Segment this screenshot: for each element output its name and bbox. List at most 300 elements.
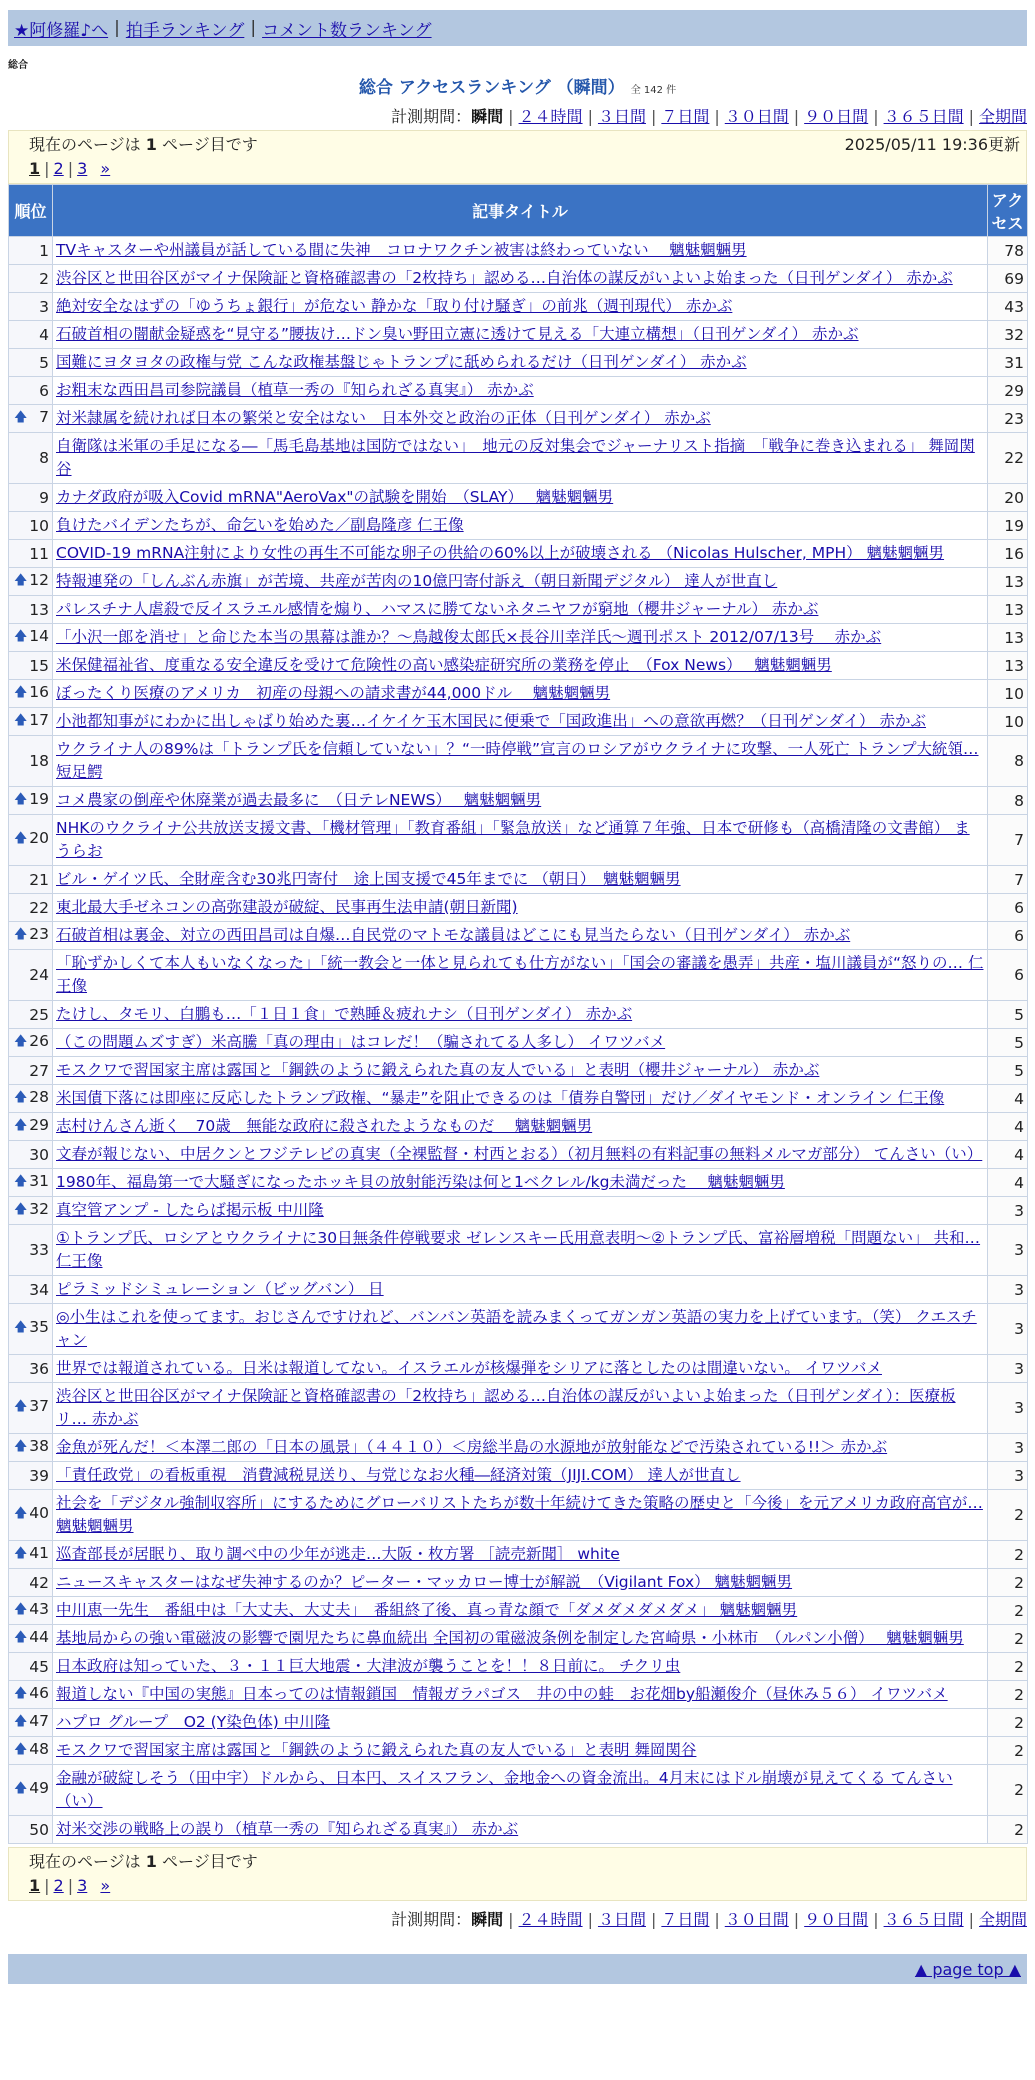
rank-cell: [9, 1681, 53, 1709]
period-separator: |: [508, 1910, 514, 1929]
period-current: 瞬間: [471, 1910, 504, 1929]
pager-link[interactable]: 3: [77, 159, 88, 178]
access-count: 7: [988, 815, 1028, 866]
title-cell: [53, 1001, 988, 1029]
table-row: [9, 1113, 1028, 1141]
rank-number: 18: [29, 752, 49, 770]
period-link[interactable]: ２４時間: [518, 107, 583, 126]
nav-link-clap-ranking[interactable]: 拍手ランキング: [125, 20, 245, 41]
rank-number: 39: [29, 1466, 49, 1485]
up-arrow-icon: 🡅: [14, 1506, 28, 1521]
col-header-rank: 順位: [9, 185, 53, 237]
table-row: [9, 894, 1028, 922]
rank-cell: [9, 265, 53, 293]
rank-number: 10: [29, 516, 49, 535]
pager-current: 1: [29, 1876, 41, 1895]
rank-number: 15: [29, 656, 49, 675]
title-cell: [53, 237, 988, 265]
rank-cell: [9, 1541, 53, 1569]
rank-cell: [9, 787, 53, 815]
title-cell: [53, 950, 988, 1001]
table-row: [9, 652, 1028, 680]
period-selector-bottom: [8, 1907, 1027, 1930]
table-row: [9, 237, 1028, 265]
article-link[interactable]: お粗末な西田昌司参院議員（植草一秀の『知られざる真実』） 赤かぶ: [56, 381, 534, 399]
access-count: 23: [988, 405, 1028, 433]
article-link[interactable]: ピラミッドシミュレーション（ビッグバン） 日: [56, 1280, 384, 1298]
title-cell: [53, 568, 988, 596]
table-row: [9, 1383, 1028, 1434]
title-cell: [53, 433, 988, 484]
access-count: 2: [988, 1569, 1028, 1597]
article-link[interactable]: 小池都知事がにわかに出しゃばり始めた裏…イケイケ玉木国民に便乗で「国政進出」への意欲再燃？（日刊ゲンダイ） 赤かぶ: [56, 712, 926, 730]
pager-separator: |: [67, 1876, 74, 1895]
table-row: [9, 1276, 1028, 1304]
table-row: [9, 922, 1028, 950]
total-count: 全 142 件: [630, 85, 677, 96]
up-arrow-icon: 🡅: [14, 1033, 28, 1049]
access-count: 19: [988, 512, 1028, 540]
title-cell: [53, 1057, 988, 1085]
title-cell: [53, 1490, 988, 1541]
access-count: 2: [988, 1597, 1028, 1625]
nav-link-ashura[interactable]: ★阿修羅♪へ: [14, 20, 109, 41]
page-info-bottom: [8, 1847, 1027, 1901]
table-row: [9, 1597, 1028, 1625]
period-link[interactable]: ３６５日間: [883, 107, 964, 126]
bottom-bar: [8, 1954, 1027, 1984]
pager-link[interactable]: 3: [77, 1876, 88, 1895]
rank-number: 3: [39, 297, 49, 316]
rank-cell: [9, 1569, 53, 1597]
article-link[interactable]: 文春が報じない、中居クンとフジテレビの真実（全裸監督・村西とおる）（初月無料の有料記事の無料メルマガ部分） てんさい（い）: [56, 1145, 983, 1163]
title-cell: [53, 1113, 988, 1141]
article-link[interactable]: 社会を「デジタル強制収容所」にするためにグローバリストたちが数十年続けてきた策略の歴史と「今後」を元アメリカ政府高官が… 魑魅魍魎男: [56, 1494, 983, 1535]
table-row: [9, 1569, 1028, 1597]
rank-cell: [9, 1625, 53, 1653]
rank-cell: [9, 624, 53, 652]
table-row: [9, 787, 1028, 815]
table-row: [9, 377, 1028, 405]
article-link[interactable]: ニュースキャスターはなぜ失神するのか？ピーター・マッカロー博士が解説 （Vigilant Fox） 魑魅魍魎男: [56, 1573, 793, 1591]
title-cell: [53, 1225, 988, 1276]
rank-cell: [9, 596, 53, 624]
section-label: 総合: [8, 60, 28, 71]
access-count: 2: [988, 1737, 1028, 1765]
page-indicator: 現在のページは 1 ページ目です: [29, 1852, 258, 1871]
rank-cell: [9, 1225, 53, 1276]
rank-number: 17: [29, 710, 49, 729]
access-count: 32: [988, 321, 1028, 349]
period-separator: |: [793, 1910, 800, 1929]
pager-next-link[interactable]: »: [100, 159, 111, 178]
access-count: 5: [988, 1001, 1028, 1029]
table-row: [9, 433, 1028, 484]
title-cell: [53, 540, 988, 568]
article-link[interactable]: 真空管アンプ - したらば掲示板 中川隆: [56, 1201, 324, 1219]
pager-separator: |: [67, 159, 74, 178]
up-arrow-icon: 🡅: [14, 1173, 28, 1189]
access-count: 5: [988, 1057, 1028, 1085]
period-link[interactable]: ７日間: [661, 107, 710, 126]
article-link[interactable]: 国難にヨタヨタの政権与党 こんな政権基盤じゃトランプに舐められるだけ（日刊ゲンダイ） 赤かぶ: [56, 353, 747, 371]
access-count: 6: [988, 894, 1028, 922]
access-count: 13: [988, 596, 1028, 624]
title-cell: [53, 1625, 988, 1653]
rank-number: 2: [39, 269, 49, 288]
nav-link-comment-ranking[interactable]: コメント数ランキング: [262, 20, 432, 41]
article-link[interactable]: パレスチナ人虐殺で反イスラエル感情を煽り、ハマスに勝てないネタニヤフが窮地（櫻井ジャーナル） 赤かぶ: [56, 600, 819, 618]
table-row: [9, 1169, 1028, 1197]
rank-number: 38: [29, 1436, 49, 1455]
table-row: [9, 405, 1028, 433]
title-cell: [53, 787, 988, 815]
rank-cell: [9, 1085, 53, 1113]
period-link[interactable]: ９０日間: [804, 1910, 869, 1929]
rank-cell: [9, 293, 53, 321]
title-cell: [53, 293, 988, 321]
title-cell: [53, 680, 988, 708]
table-row: [9, 624, 1028, 652]
rank-cell: [9, 321, 53, 349]
title-cell: [53, 1462, 988, 1490]
pager-separator: |: [44, 1876, 50, 1895]
rank-number: 32: [29, 1199, 49, 1218]
article-link[interactable]: COVID-19 mRNA注射により女性の再生不可能な卵子の供給の60%以上が破壊される （Nicolas Hulscher, MPH） 魑魅魍魎男: [56, 544, 945, 562]
page-info-top: [8, 130, 1027, 184]
table-row: [9, 1765, 1028, 1816]
rank-number: 48: [29, 1739, 49, 1758]
ranking-table: [8, 184, 1028, 1844]
up-arrow-icon: 🡅: [14, 1545, 28, 1561]
title-cell: [53, 922, 988, 950]
table-row: [9, 321, 1028, 349]
rank-cell: [9, 1197, 53, 1225]
rank-number: 16: [29, 682, 49, 701]
period-link[interactable]: ３０日間: [724, 1910, 789, 1929]
nav-separator: |: [114, 18, 120, 38]
title-cell: [53, 736, 988, 787]
access-count: 3: [988, 1197, 1028, 1225]
title-cell: [53, 894, 988, 922]
access-count: 20: [988, 484, 1028, 512]
rank-cell: [9, 1001, 53, 1029]
table-row: [9, 1029, 1028, 1057]
table-row: [9, 1737, 1028, 1765]
access-count: 78: [988, 237, 1028, 265]
rank-cell: [9, 922, 53, 950]
rank-cell: [9, 1597, 53, 1625]
period-separator: |: [714, 107, 720, 126]
article-link[interactable]: 志村けんさん逝く 70歳 無能な政府に殺されたようなものだ 魑魅魍魎男: [56, 1117, 593, 1135]
period-label: 計測期間：: [391, 1910, 472, 1929]
rank-cell: [9, 377, 53, 405]
up-arrow-icon: 🡅: [14, 1629, 28, 1645]
access-count: 31: [988, 349, 1028, 377]
article-link[interactable]: 石破首相は裏金、対立の西田昌司は自爆…自民党のマトモな議員はどこにも見当たらない（日刊ゲンダイ） 赤かぶ: [56, 926, 851, 944]
rank-cell: [9, 349, 53, 377]
nav-separator: |: [250, 18, 257, 38]
up-arrow-icon: 🡅: [14, 831, 28, 846]
article-link[interactable]: 絶対安全なはずの「ゆうちょ銀行」が危ない 静かな「取り付け騒ぎ」の前兆（週刊現代） 赤かぶ: [56, 297, 733, 315]
article-link[interactable]: 米保健福祉省、度重なる安全違反を受けて危険性の高い感染症研究所の業務を停止 （Fox News） 魑魅魍魎男: [56, 656, 832, 674]
period-separator: |: [873, 1910, 879, 1929]
rank-cell: [9, 1434, 53, 1462]
rank-number: 6: [39, 381, 49, 400]
period-link[interactable]: ３６５日間: [883, 1910, 964, 1929]
table-row: [9, 1197, 1028, 1225]
title-cell: [53, 1653, 988, 1681]
rank-cell: [9, 512, 53, 540]
table-row: [9, 1816, 1028, 1844]
rank-cell: [9, 1355, 53, 1383]
title-cell: [53, 1029, 988, 1057]
pager-bottom: [29, 1874, 1020, 1898]
col-header-access: アクセス: [988, 185, 1028, 237]
rank-number: 13: [29, 600, 49, 619]
title-cell: [53, 1541, 988, 1569]
table-row: [9, 1434, 1028, 1462]
title-cell: [53, 1737, 988, 1765]
article-link[interactable]: ぼったくり医療のアメリカ 初産の母親への請求書が44,000ドル 魑魅魍魎男: [56, 684, 611, 702]
access-count: 2: [988, 1765, 1028, 1816]
article-link[interactable]: 渋谷区と世田谷区がマイナ保険証と資格確認書の「2枚持ち」認める…自治体の謀反がいよいよ始まった（日刊ゲンダイ）：医療板リ… 赤かぶ: [56, 1387, 956, 1428]
rank-number: 4: [39, 325, 49, 344]
title-cell: [53, 349, 988, 377]
period-link[interactable]: ２４時間: [518, 1910, 583, 1929]
article-link[interactable]: 負けたバイデンたちが、命乞いを始めた／副島隆彦 仁王像: [56, 516, 464, 534]
rank-cell: [9, 1765, 53, 1816]
table-row: [9, 680, 1028, 708]
article-link[interactable]: 金融が破綻しそう（田中宇）ドルから、日本円、スイスフラン、金地金への資金流出。4月末にはドル崩壊が見えてくる てんさい（い）: [56, 1769, 953, 1810]
up-arrow-icon: 🡅: [14, 1741, 28, 1757]
rank-number: 40: [29, 1504, 49, 1522]
up-arrow-icon: 🡅: [14, 572, 28, 588]
article-link[interactable]: 特報連発の「しんぶん赤旗」が苦境、共産が苦肉の10億円寄付訴え（朝日新聞デジタル） 達人が世直し: [56, 572, 778, 590]
article-link[interactable]: ビル・ゲイツ氏、全財産含む30兆円寄付 途上国支援で45年までに （朝日） 魑魅魍魎男: [56, 870, 681, 888]
rank-cell: [9, 1113, 53, 1141]
rank-cell: [9, 736, 53, 787]
rank-cell: [9, 568, 53, 596]
period-link[interactable]: ３日間: [597, 107, 646, 126]
article-link[interactable]: 世界では報道されている。日米は報道してない。イスラエルが核爆弾をシリアに落としたのは間違いない。 イワツバメ: [56, 1359, 882, 1377]
article-link[interactable]: ウクライナ人の89%は「トランプ氏を信頼していない」？“一時停戦”宣言のロシアがウクライナに攻撃、一人死亡 トランプ大統領… 短足鰐: [56, 740, 979, 781]
rank-cell: [9, 1141, 53, 1169]
title-cell: [53, 1681, 988, 1709]
access-count: 4: [988, 1085, 1028, 1113]
period-link[interactable]: ９０日間: [804, 107, 869, 126]
rank-number: 44: [29, 1627, 49, 1646]
rank-cell: [9, 1057, 53, 1085]
title-cell: [53, 624, 988, 652]
article-link[interactable]: 巡査部長が居眠り、取り調べ中の少年が逃走…大阪・枚方署 ［読売新聞］ white: [56, 1545, 620, 1563]
article-link[interactable]: 「恥ずかしくて本人もいなくなった」「統一教会と一体と見られても仕方がない」「国会の審議を愚弄」共産・塩川議員が“怒りの… 仁王像: [56, 954, 984, 995]
table-row: [9, 1462, 1028, 1490]
up-arrow-icon: 🡅: [14, 1320, 28, 1335]
up-arrow-icon: 🡅: [14, 1713, 28, 1729]
page-title-text: 総合 アクセスランキング （瞬間）: [358, 78, 625, 98]
article-link[interactable]: 自衛隊は米軍の手足になる―「馬毛島基地は国防ではない」 地元の反対集会でジャーナリスト指摘 「戦争に巻き込まれる」 舞岡関谷: [56, 437, 975, 478]
pager-spacer: [91, 159, 96, 178]
rank-cell: [9, 652, 53, 680]
rank-number: 8: [39, 449, 49, 467]
up-arrow-icon: 🡅: [14, 1781, 28, 1796]
pager-current: 1: [29, 159, 41, 178]
up-arrow-icon: 🡅: [14, 1601, 28, 1617]
rank-cell: [9, 950, 53, 1001]
article-link[interactable]: 石破首相の闇献金疑惑を“見守る”腰抜け…ドン臭い野田立憲に透けて見える「大連立構想」（日刊ゲンダイ） 赤かぶ: [56, 325, 859, 343]
period-separator: |: [650, 1910, 657, 1929]
table-row: [9, 950, 1028, 1001]
rank-number: 5: [39, 353, 49, 372]
table-row: [9, 1355, 1028, 1383]
table-row: [9, 1225, 1028, 1276]
access-count: 3: [988, 1355, 1028, 1383]
rank-cell: [9, 484, 53, 512]
title-cell: [53, 405, 988, 433]
rank-cell: [9, 1737, 53, 1765]
period-separator: |: [793, 107, 800, 126]
article-link[interactable]: たけし、タモリ、白鵬も…「１日１食」で熟睡＆疲れナシ（日刊ゲンダイ） 赤かぶ: [56, 1005, 633, 1023]
updated-timestamp: 2025/05/11 19:36更新: [844, 135, 1020, 154]
pager-link[interactable]: 2: [53, 1876, 64, 1895]
article-link[interactable]: 渋谷区と世田谷区がマイナ保険証と資格確認書の「2枚持ち」認める…自治体の謀反がいよいよ始まった（日刊ゲンダイ） 赤かぶ: [56, 269, 953, 287]
title-cell: [53, 1141, 988, 1169]
rank-number: 31: [29, 1171, 49, 1190]
article-link[interactable]: 中川恵一先生 番組中は「大丈夫、大丈夫」 番組終了後、真っ青な顔で「ダメダメダメダメ」 魑魅魍魎男: [56, 1601, 798, 1619]
rank-number: 20: [29, 829, 49, 847]
title-cell: [53, 265, 988, 293]
rank-number: 50: [29, 1820, 49, 1839]
access-count: 3: [988, 1462, 1028, 1490]
table-row: [9, 568, 1028, 596]
table-row: [9, 1653, 1028, 1681]
table-row: [9, 540, 1028, 568]
access-count: 8: [988, 736, 1028, 787]
article-link[interactable]: モスクワで習国家主席は露国と「鋼鉄のように鍛えられた真の友人でいる」と表明 舞岡関谷: [56, 1741, 697, 1759]
rank-number: 25: [29, 1005, 49, 1024]
table-row: [9, 1304, 1028, 1355]
article-link[interactable]: ◎小生はこれを使ってます。おじさんですけれど、バンバン英語を読みまくってガンガン英語の実力を上げています。（笑） クエスチャン: [56, 1308, 977, 1349]
period-link[interactable]: 全期間: [978, 107, 1027, 126]
access-count: 10: [988, 680, 1028, 708]
period-link[interactable]: ３０日間: [724, 107, 789, 126]
title-cell: [53, 1197, 988, 1225]
article-link[interactable]: ハプロ グループ O2 (Y染色体) 中川隆: [56, 1713, 331, 1731]
access-count: 2: [988, 1541, 1028, 1569]
pager-top: [29, 157, 1020, 181]
article-link[interactable]: ①トランプ氏、ロシアとウクライナに30日無条件停戦要求 ゼレンスキー氏用意表明～②トランプ氏、富裕層増税「問題ない」 共和… 仁王像: [56, 1229, 981, 1270]
period-separator: |: [714, 1910, 720, 1929]
article-link[interactable]: 「小沢一郎を消せ」と命じた本当の黒幕は誰か？～鳥越俊太郎氏×長谷川幸洋氏～週刊ポスト 2012/07/13号 赤かぶ: [56, 628, 882, 646]
rank-cell: [9, 1276, 53, 1304]
rank-number: 33: [29, 1241, 49, 1259]
article-link[interactable]: 「責任政党」の看板重視 消費減税見送り、与党じなお火種―経済対策（JIJI.COM） 達人が世直し: [56, 1466, 741, 1484]
access-count: 2: [988, 1625, 1028, 1653]
access-count: 13: [988, 624, 1028, 652]
access-count: 3: [988, 1276, 1028, 1304]
access-count: 3: [988, 1434, 1028, 1462]
up-arrow-icon: 🡅: [14, 409, 28, 425]
article-link[interactable]: 金魚が死んだ！＜本澤二郎の「日本の風景」（４４１０）＜房総半島の水源地が放射能などで汚染されている!!＞ 赤かぶ: [56, 1438, 888, 1456]
period-link[interactable]: ７日間: [661, 1910, 710, 1929]
article-link[interactable]: 対米隷属を続ければ日本の繁栄と安全はない 日本外交と政治の正体（日刊ゲンダイ） 赤かぶ: [56, 409, 711, 427]
access-count: 2: [988, 1816, 1028, 1844]
article-link[interactable]: TVキャスターや州議員が話している間に失神 コロナワクチン被害は終わっていない 魑魅魍魎男: [56, 241, 747, 259]
access-count: 69: [988, 265, 1028, 293]
access-count: 3: [988, 1225, 1028, 1276]
period-link[interactable]: 全期間: [978, 1910, 1027, 1929]
article-link[interactable]: 東北最大手ゼネコンの高弥建設が破綻、民事再生法申請(朝日新聞): [56, 898, 518, 916]
rank-cell: [9, 405, 53, 433]
up-arrow-icon: 🡅: [14, 791, 28, 807]
page-top-link[interactable]: ▲ page top ▲: [914, 1959, 1021, 1979]
title-cell: [53, 1276, 988, 1304]
access-count: 2: [988, 1653, 1028, 1681]
rank-cell: [9, 1653, 53, 1681]
period-separator: |: [508, 107, 514, 126]
rank-number: 1: [39, 241, 49, 260]
access-count: 43: [988, 293, 1028, 321]
rank-number: 43: [29, 1599, 49, 1618]
title-cell: [53, 1355, 988, 1383]
period-separator: |: [968, 107, 974, 126]
pager-separator: |: [44, 159, 50, 178]
access-count: 7: [988, 866, 1028, 894]
rank-number: 46: [29, 1683, 49, 1702]
access-count: 8: [988, 787, 1028, 815]
title-cell: [53, 708, 988, 736]
pager-next-link[interactable]: »: [100, 1876, 111, 1895]
article-link[interactable]: カナダ政府が吸入Covid mRNA"AeroVax"の試験を開始 （SLAY） 魑魅魍魎男: [56, 488, 614, 506]
rank-number: 42: [29, 1573, 49, 1592]
rank-number: 26: [29, 1031, 49, 1050]
access-count: 22: [988, 433, 1028, 484]
rank-number: 7: [39, 407, 49, 426]
article-link[interactable]: 報道しない『中国の実態』日本ってのは情報鎖国 情報ガラパゴス 井の中の蛙 お花畑by船瀬俊介（昼休み５６） イワツバメ: [56, 1685, 948, 1703]
period-separator: |: [587, 1910, 593, 1929]
title-cell: [53, 652, 988, 680]
rank-number: 27: [29, 1061, 49, 1080]
table-row: [9, 484, 1028, 512]
article-link[interactable]: 対米交渉の戦略上の誤り（植草一秀の『知られざる真実』） 赤かぶ: [56, 1820, 519, 1838]
article-link[interactable]: 1980年、福島第一で大騒ぎになったホッキ貝の放射能汚染は何と1ベクレル/kg未満だった 魑魅魍魎男: [56, 1173, 785, 1191]
title-cell: [53, 596, 988, 624]
up-arrow-icon: 🡅: [14, 1117, 28, 1133]
period-link[interactable]: ３日間: [597, 1910, 646, 1929]
rank-cell: [9, 237, 53, 265]
up-arrow-icon: 🡅: [14, 684, 28, 700]
article-link[interactable]: 米国債下落には即座に反応したトランプ政権、“暴走”を阻止できるのは「債券自警団」だけ／ダイヤモンド・オンライン 仁王像: [56, 1089, 945, 1107]
period-separator: |: [650, 107, 657, 126]
article-link[interactable]: モスクワで習国家主席は露国と「鋼鉄のように鍛えられた真の友人でいる」と表明（櫻井ジャーナル） 赤かぶ: [56, 1061, 820, 1079]
title-cell: [53, 1169, 988, 1197]
table-row: [9, 866, 1028, 894]
period-separator: |: [873, 107, 879, 126]
article-link[interactable]: NHKのウクライナ公共放送支援文書、「機材管理」「教育番組」「緊急放送」など通算７年強、日本で研修も（高橋清隆の文書館） まうらお: [56, 819, 970, 860]
pager-link[interactable]: 2: [53, 159, 64, 178]
article-link[interactable]: 日本政府は知っていた、３・１１巨大地震・大津波が襲うことを！！８日前に。 チクリ虫: [56, 1657, 681, 1675]
article-link[interactable]: コメ農家の倒産や休廃業が過去最多に （日テレNEWS） 魑魅魍魎男: [56, 791, 542, 809]
article-link[interactable]: （この問題ムズすぎ）米高騰「真の理由」はコレだ！（騙されてる人多し） イワツバメ: [56, 1033, 666, 1051]
rank-cell: [9, 1709, 53, 1737]
rank-number: 36: [29, 1359, 49, 1378]
title-cell: [53, 1085, 988, 1113]
rank-cell: [9, 1169, 53, 1197]
title-cell: [53, 1816, 988, 1844]
rank-number: 19: [29, 789, 49, 808]
article-link[interactable]: 基地局からの強い電磁波の影響で園児たちに鼻血続出 全国初の電磁波条例を制定した宮崎県・小林市 （ルパン小僧） 魑魅魍魎男: [56, 1629, 964, 1647]
